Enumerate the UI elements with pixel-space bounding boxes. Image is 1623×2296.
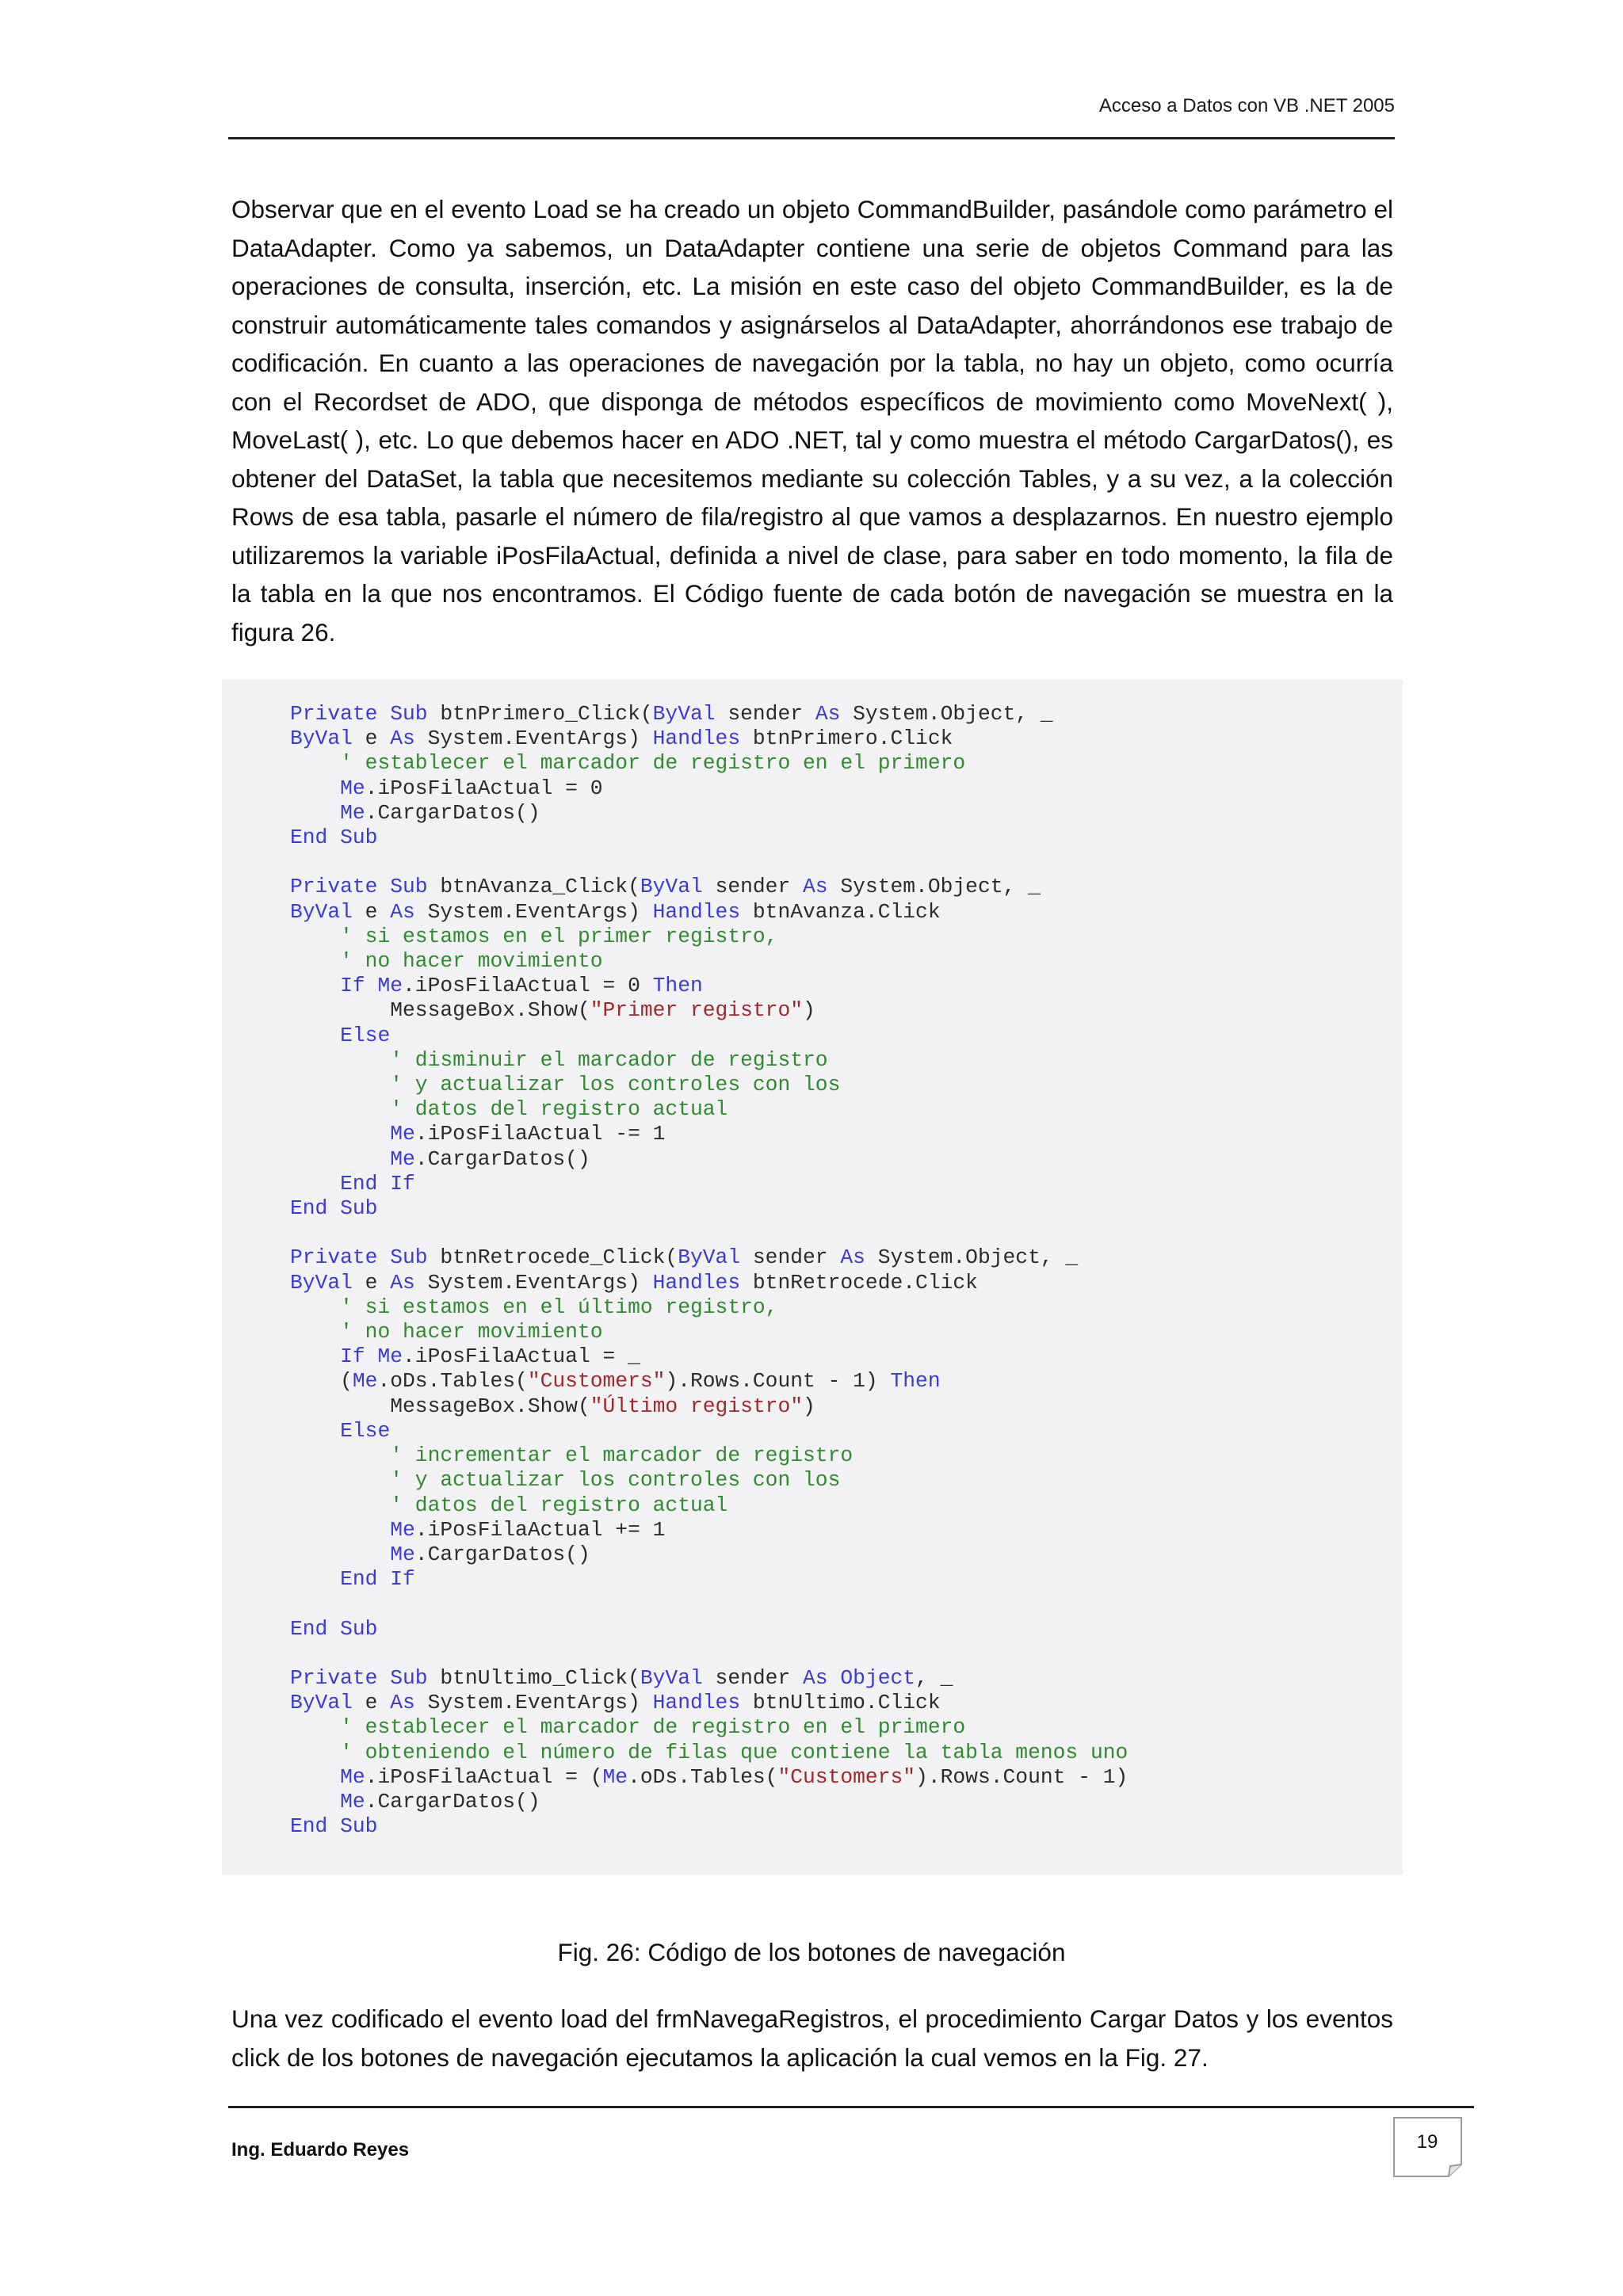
code-token: Me xyxy=(390,1517,415,1542)
code-token: Else xyxy=(340,1023,391,1047)
code-line xyxy=(290,702,1053,726)
code-line xyxy=(290,925,777,948)
code-token: sender xyxy=(702,875,804,899)
code-token: , _ xyxy=(915,1665,953,1690)
code-token: Me xyxy=(390,1122,415,1146)
code-token: As xyxy=(390,1270,415,1295)
code-token: Private Sub xyxy=(290,1665,428,1690)
code-token: Me xyxy=(340,1764,365,1789)
code-token: System.EventArgs) xyxy=(414,1270,653,1295)
code-token: Me xyxy=(390,1542,415,1566)
code-token: btnPrimero_Click( xyxy=(427,702,653,726)
code-token: .iPosFilaActual = ( xyxy=(365,1764,603,1789)
page-number-box xyxy=(1393,2117,1471,2177)
code-token: End Sub xyxy=(290,1196,378,1221)
code-token: Else xyxy=(340,1418,391,1443)
code-token: Then xyxy=(652,974,703,998)
header-divider xyxy=(228,137,1395,139)
code-token xyxy=(290,925,340,948)
footer-divider xyxy=(228,2106,1474,2108)
outro-paragraph: Una vez codificado el evento load del frmNavegaRegistros, el procedimiento Cargar Datos y los eventos click de los botones de navegación ejecutamos la aplicación la cual vemos en la Fig. 27. xyxy=(231,2004,1393,2072)
code-line xyxy=(290,1741,1128,1764)
code-line xyxy=(290,1097,727,1121)
code-token: ' disminuir el marcador de registro xyxy=(390,1047,828,1072)
code-token xyxy=(290,1543,390,1566)
code-token: ' si estamos en el primer registro, xyxy=(340,924,778,948)
code-token: As xyxy=(840,1245,865,1270)
code-token: btnRetrocede_Click( xyxy=(427,1245,678,1270)
code-token: Handles xyxy=(652,727,741,751)
code-line xyxy=(290,1617,377,1641)
code-token xyxy=(290,1122,390,1146)
code-token: .iPosFilaActual += 1 xyxy=(414,1517,666,1542)
code-token: Handles xyxy=(652,899,741,924)
code-token: ' no hacer movimiento xyxy=(340,1320,603,1344)
code-line xyxy=(290,1790,540,1814)
code-line xyxy=(290,1666,953,1690)
code-token: ByVal xyxy=(640,875,703,899)
code-token: ) xyxy=(803,998,815,1023)
code-token: ' y actualizar los controles con los xyxy=(390,1468,841,1493)
code-token: ByVal xyxy=(290,727,353,751)
code-token: .iPosFilaActual = 0 xyxy=(365,776,603,800)
code-token: ByVal xyxy=(290,899,353,924)
code-token: e xyxy=(352,899,391,924)
code-token: End Sub xyxy=(290,826,378,850)
code-token xyxy=(290,1493,390,1517)
code-line xyxy=(290,1369,941,1393)
page-number: 19 xyxy=(1416,2131,1438,2153)
code-token: ' incrementar el marcador de registro xyxy=(390,1444,854,1468)
figure-caption: Fig. 26: Código de los botones de navegación xyxy=(557,1938,1066,1966)
code-token: As Object xyxy=(803,1665,916,1690)
code-token: Me xyxy=(602,1764,628,1789)
code-line xyxy=(290,1691,941,1714)
code-token: btnPrimero.Click xyxy=(740,727,953,751)
code-token: ( xyxy=(290,1369,353,1394)
code-token: As xyxy=(390,727,415,751)
code-token: .CargarDatos() xyxy=(414,1146,590,1171)
code-token xyxy=(290,801,340,825)
code-line xyxy=(290,1419,390,1443)
code-line xyxy=(290,1444,853,1467)
code-token: ) xyxy=(803,1394,815,1418)
code-token: Me xyxy=(390,1146,415,1171)
code-line xyxy=(290,875,1041,898)
code-token: Handles xyxy=(652,1691,741,1715)
code-line xyxy=(290,1320,603,1344)
code-token: ByVal xyxy=(290,1691,353,1715)
code-token: .oDs.Tables( xyxy=(377,1369,528,1394)
code-token: "Customers" xyxy=(527,1369,666,1394)
code-token: ' datos del registro actual xyxy=(390,1097,728,1122)
code-token xyxy=(290,1468,390,1492)
code-line xyxy=(290,1147,590,1171)
code-token xyxy=(290,1567,340,1591)
code-token: As xyxy=(803,875,828,899)
code-token: ByVal xyxy=(290,1270,353,1295)
code-line xyxy=(290,1518,665,1542)
running-header: Acceso a Datos con VB .NET 2005 xyxy=(1098,95,1395,116)
code-token: .CargarDatos() xyxy=(414,1542,590,1566)
code-token: End Sub xyxy=(290,1616,378,1641)
code-token: End Sub xyxy=(290,1814,378,1839)
code-token: sender xyxy=(740,1245,841,1270)
code-token: End If xyxy=(340,1171,415,1196)
code-token xyxy=(290,1741,340,1764)
code-line xyxy=(290,776,603,800)
code-token: As xyxy=(390,899,415,924)
code-token: ' no hacer movimiento xyxy=(340,949,603,974)
code-token xyxy=(290,776,340,800)
code-line xyxy=(290,1715,965,1739)
code-token: Private Sub xyxy=(290,702,428,726)
code-token: btnUltimo_Click( xyxy=(427,1665,640,1690)
code-line xyxy=(290,1172,415,1196)
code-token: e xyxy=(352,1691,391,1715)
code-token: e xyxy=(352,1270,391,1295)
code-token: ByVal xyxy=(640,1665,703,1690)
code-token: .oDs.Tables( xyxy=(628,1764,778,1789)
code-token xyxy=(290,1715,340,1739)
code-token: ).Rows.Count - 1) xyxy=(915,1764,1128,1789)
code-token: ByVal xyxy=(678,1245,741,1270)
code-token: sender xyxy=(702,1665,804,1690)
intro-paragraph: Observar que en el evento Load se ha creado un objeto CommandBuilder, pasándole como parámetro el DataAdapter. Como ya sabemos, un DataAdapter contiene una serie de objetos Command para las operaciones de consulta, inserción, etc. La misión en este caso del objeto CommandBuilder, es la de construir automáticamente tales comandos y asignárselos al DataAdapter, ahorrándonos ese trabajo de codificación. En cuanto a las operaciones de navegación por la tabla, no hay un objeto, como ocurría con el Recordset de ADO, que disponga de métodos específicos de movimiento como MoveNext( ), MoveLast( ), etc. Lo que debemos hacer en ADO .NET, tal y como muestra el método CargarDatos(), es obtener del DataSet, la tabla que necesitemos mediante su colección Tables, y a su vez, a la colección Rows de esa tabla, pasarle el número de fila/registro al que vamos a desplazarnos. En nuestro ejemplo utilizaremos la variable iPosFilaActual, definida a nivel de clase, para saber en todo momento, la fila de la tabla en la que nos encontramos. El Código fuente de cada botón de navegación se muestra en la figura 26. xyxy=(231,195,1393,646)
code-token xyxy=(290,1048,390,1072)
code-line xyxy=(290,1295,777,1319)
code-token: .iPosFilaActual -= 1 xyxy=(414,1122,666,1146)
code-token: .CargarDatos() xyxy=(365,800,540,825)
code-token: ByVal xyxy=(652,702,716,726)
code-token: Me xyxy=(352,1369,378,1394)
code-token: ' establecer el marcador de registro en el primero xyxy=(340,751,966,776)
code-token: As xyxy=(390,1691,415,1715)
code-token: ' datos del registro actual xyxy=(390,1493,728,1517)
code-token: ' y actualizar los controles con los xyxy=(390,1073,841,1097)
code-token xyxy=(290,1172,340,1196)
code-line xyxy=(290,826,377,849)
code-token: If Me xyxy=(340,1344,403,1369)
code-line xyxy=(290,1196,377,1220)
code-line xyxy=(290,1394,815,1418)
code-token: End If xyxy=(340,1567,415,1592)
code-token: "Customers" xyxy=(777,1764,916,1789)
code-token: .iPosFilaActual = 0 xyxy=(403,974,653,998)
code-token: btnAvanza.Click xyxy=(740,899,941,924)
code-token: .iPosFilaActual = _ xyxy=(403,1344,640,1369)
code-token: Private Sub xyxy=(290,875,428,899)
code-token: "Primer registro" xyxy=(590,998,804,1023)
code-token xyxy=(290,1097,390,1121)
code-line xyxy=(290,1245,1078,1269)
code-token: btnAvanza_Click( xyxy=(427,875,640,899)
code-line xyxy=(290,1344,640,1368)
code-token xyxy=(290,1790,340,1814)
code-token: Private Sub xyxy=(290,1245,428,1270)
code-token: If Me xyxy=(340,974,403,998)
code-token xyxy=(290,751,340,775)
code-token: System.Object, _ xyxy=(827,875,1041,899)
code-token xyxy=(290,1765,340,1789)
code-token xyxy=(290,1344,340,1368)
code-line xyxy=(290,801,540,825)
code-line xyxy=(290,949,603,973)
code-listing-panel xyxy=(222,680,1403,1875)
code-token: System.EventArgs) xyxy=(414,727,653,751)
code-token xyxy=(290,1518,390,1542)
code-token: ).Rows.Count - 1) xyxy=(665,1369,891,1394)
code-line xyxy=(290,1073,840,1097)
code-token: Handles xyxy=(652,1270,741,1295)
code-line xyxy=(290,1122,665,1146)
code-token: btnRetrocede.Click xyxy=(740,1270,978,1295)
code-token: ' obteniendo el número de filas que contiene la tabla menos uno xyxy=(340,1740,1128,1764)
code-token: sender xyxy=(715,702,815,726)
code-line xyxy=(290,1493,727,1517)
code-line xyxy=(290,727,953,750)
code-line xyxy=(290,998,815,1022)
code-token: ' si estamos en el último registro, xyxy=(340,1295,778,1319)
code-listing xyxy=(290,702,1128,1839)
code-token xyxy=(290,1444,390,1467)
code-line xyxy=(290,974,703,997)
code-line xyxy=(290,1468,840,1492)
code-token xyxy=(290,949,340,973)
code-token: Then xyxy=(890,1369,941,1394)
code-line xyxy=(290,1271,978,1295)
code-token xyxy=(290,1024,340,1047)
code-token: MessageBox.Show( xyxy=(290,998,590,1023)
code-token xyxy=(290,1147,390,1171)
code-line xyxy=(290,1048,828,1072)
code-token: System.Object, _ xyxy=(840,702,1053,726)
code-line xyxy=(290,1543,590,1566)
code-token: MessageBox.Show( xyxy=(290,1394,590,1418)
code-token: System.EventArgs) xyxy=(414,1691,653,1715)
code-token xyxy=(290,974,340,997)
code-token: .CargarDatos() xyxy=(365,1789,540,1814)
code-token: As xyxy=(815,702,841,726)
code-token: "Último registro" xyxy=(590,1394,804,1418)
code-line xyxy=(290,1814,377,1838)
code-line xyxy=(290,1567,415,1591)
code-token: Me xyxy=(340,1789,365,1814)
code-token xyxy=(290,1320,340,1344)
footer-author: Ing. Eduardo Reyes xyxy=(231,2139,410,2161)
code-token: ' establecer el marcador de registro en el primero xyxy=(340,1715,966,1740)
code-token: Me xyxy=(340,800,365,825)
code-token xyxy=(290,1419,340,1443)
code-token: e xyxy=(352,727,391,751)
code-token xyxy=(290,1073,390,1097)
code-token: Me xyxy=(340,776,365,800)
code-token: System.Object, _ xyxy=(865,1245,1079,1270)
code-line xyxy=(290,900,941,924)
code-token: btnUltimo.Click xyxy=(740,1691,941,1715)
code-token xyxy=(290,1295,340,1319)
code-token: System.EventArgs) xyxy=(414,899,653,924)
code-line xyxy=(290,1765,1128,1789)
code-line xyxy=(290,751,965,775)
code-line xyxy=(290,1024,390,1047)
